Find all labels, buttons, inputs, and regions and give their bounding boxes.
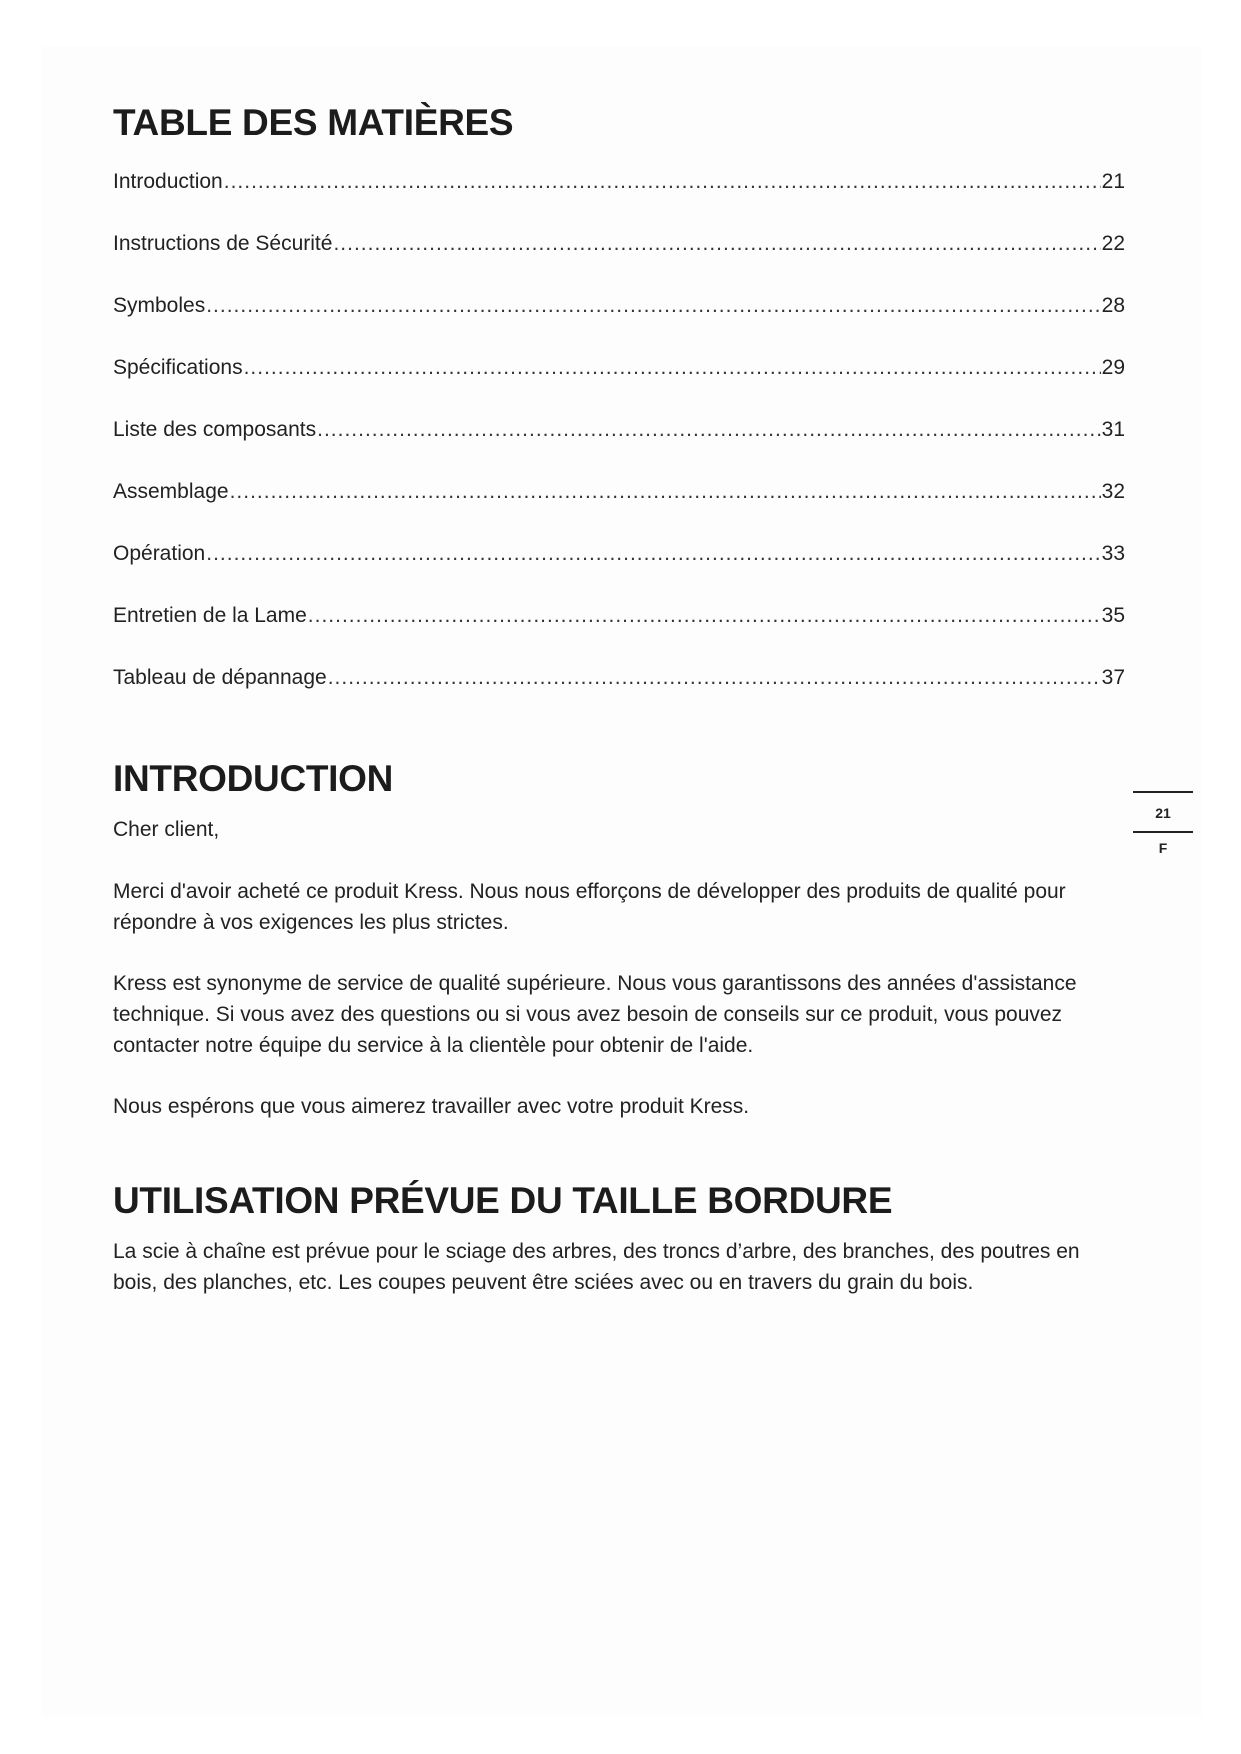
toc-entry-page: 22 (1101, 232, 1125, 255)
toc-entry (113, 356, 1125, 418)
toc-dot-leader (333, 232, 1100, 256)
toc-entry (113, 666, 1125, 728)
introduction-title: INTRODUCTION (113, 758, 394, 799)
intended-use-paragraph: La scie à chaîne est prévue pour le sciage des arbres, des troncs d’arbre, des branches, des poutres en bois, des planches, etc. Les coupes peuvent être sciées avec ou en travers du grain du bois. (113, 1240, 1080, 1294)
toc-entry (113, 294, 1125, 356)
introduction-service-paragraph: Kress est synonyme de service de qualité supérieure. Nous vous garantissons des années d'assistance technique. Si vous avez des questions ou si vous avez besoin de conseils sur ce produit, vous pouvez contacter notre équipe du service à la clientèle pour obtenir de l'aide. (113, 972, 1077, 1057)
toc-entry-label: Entretien de la Lame (113, 604, 307, 627)
toc-dot-leader (206, 294, 1100, 318)
toc-entry-page: 21 (1101, 170, 1125, 193)
intended-use-title: UTILISATION PRÉVUE DU TAILLE BORDURE (113, 1180, 893, 1221)
toc-entry-label: Symboles (113, 294, 206, 317)
toc-entry-page: 29 (1101, 356, 1125, 379)
side-tab-page-number: 21 (1155, 805, 1171, 821)
table-of-contents (113, 170, 1125, 728)
toc-title: TABLE DES MATIÈRES (113, 102, 514, 143)
introduction-closing-paragraph: Nous espérons que vous aimerez travailler avec votre produit Kress. (113, 1095, 750, 1118)
toc-entry (113, 542, 1125, 604)
toc-entry-page: 32 (1101, 480, 1125, 503)
toc-dot-leader (317, 418, 1101, 442)
toc-dot-leader (308, 604, 1101, 628)
toc-entry-label: Tableau de dépannage (113, 666, 327, 689)
toc-entry (113, 232, 1125, 294)
toc-dot-leader (230, 480, 1101, 504)
toc-entry-label: Opération (113, 542, 206, 565)
toc-entry-label: Assemblage (113, 480, 229, 503)
toc-dot-leader (244, 356, 1101, 380)
toc-dot-leader (206, 542, 1100, 566)
introduction-greeting: Cher client, (113, 818, 220, 841)
introduction-thanks-paragraph: Merci d'avoir acheté ce produit Kress. Nous nous efforçons de développer des produits de qualité pour répondre à vos exigences les plus strictes. (113, 880, 1066, 934)
toc-entry (113, 604, 1125, 666)
toc-entry-page: 35 (1101, 604, 1125, 627)
toc-entry-page: 33 (1101, 542, 1125, 565)
toc-entry-label: Introduction (113, 170, 223, 193)
toc-entry (113, 418, 1125, 480)
toc-entry (113, 170, 1125, 232)
toc-entry-page: 28 (1101, 294, 1125, 317)
toc-dot-leader (328, 666, 1101, 690)
page-side-tab (1133, 791, 1193, 856)
toc-entry-page: 37 (1101, 666, 1125, 689)
side-tab-language: F (1158, 840, 1168, 856)
toc-entry (113, 480, 1125, 542)
toc-entry-label: Liste des composants (113, 418, 317, 441)
toc-entry-label: Spécifications (113, 356, 243, 379)
toc-dot-leader (224, 170, 1101, 194)
toc-entry-page: 31 (1101, 418, 1125, 441)
toc-entry-label: Instructions de Sécurité (113, 232, 333, 255)
